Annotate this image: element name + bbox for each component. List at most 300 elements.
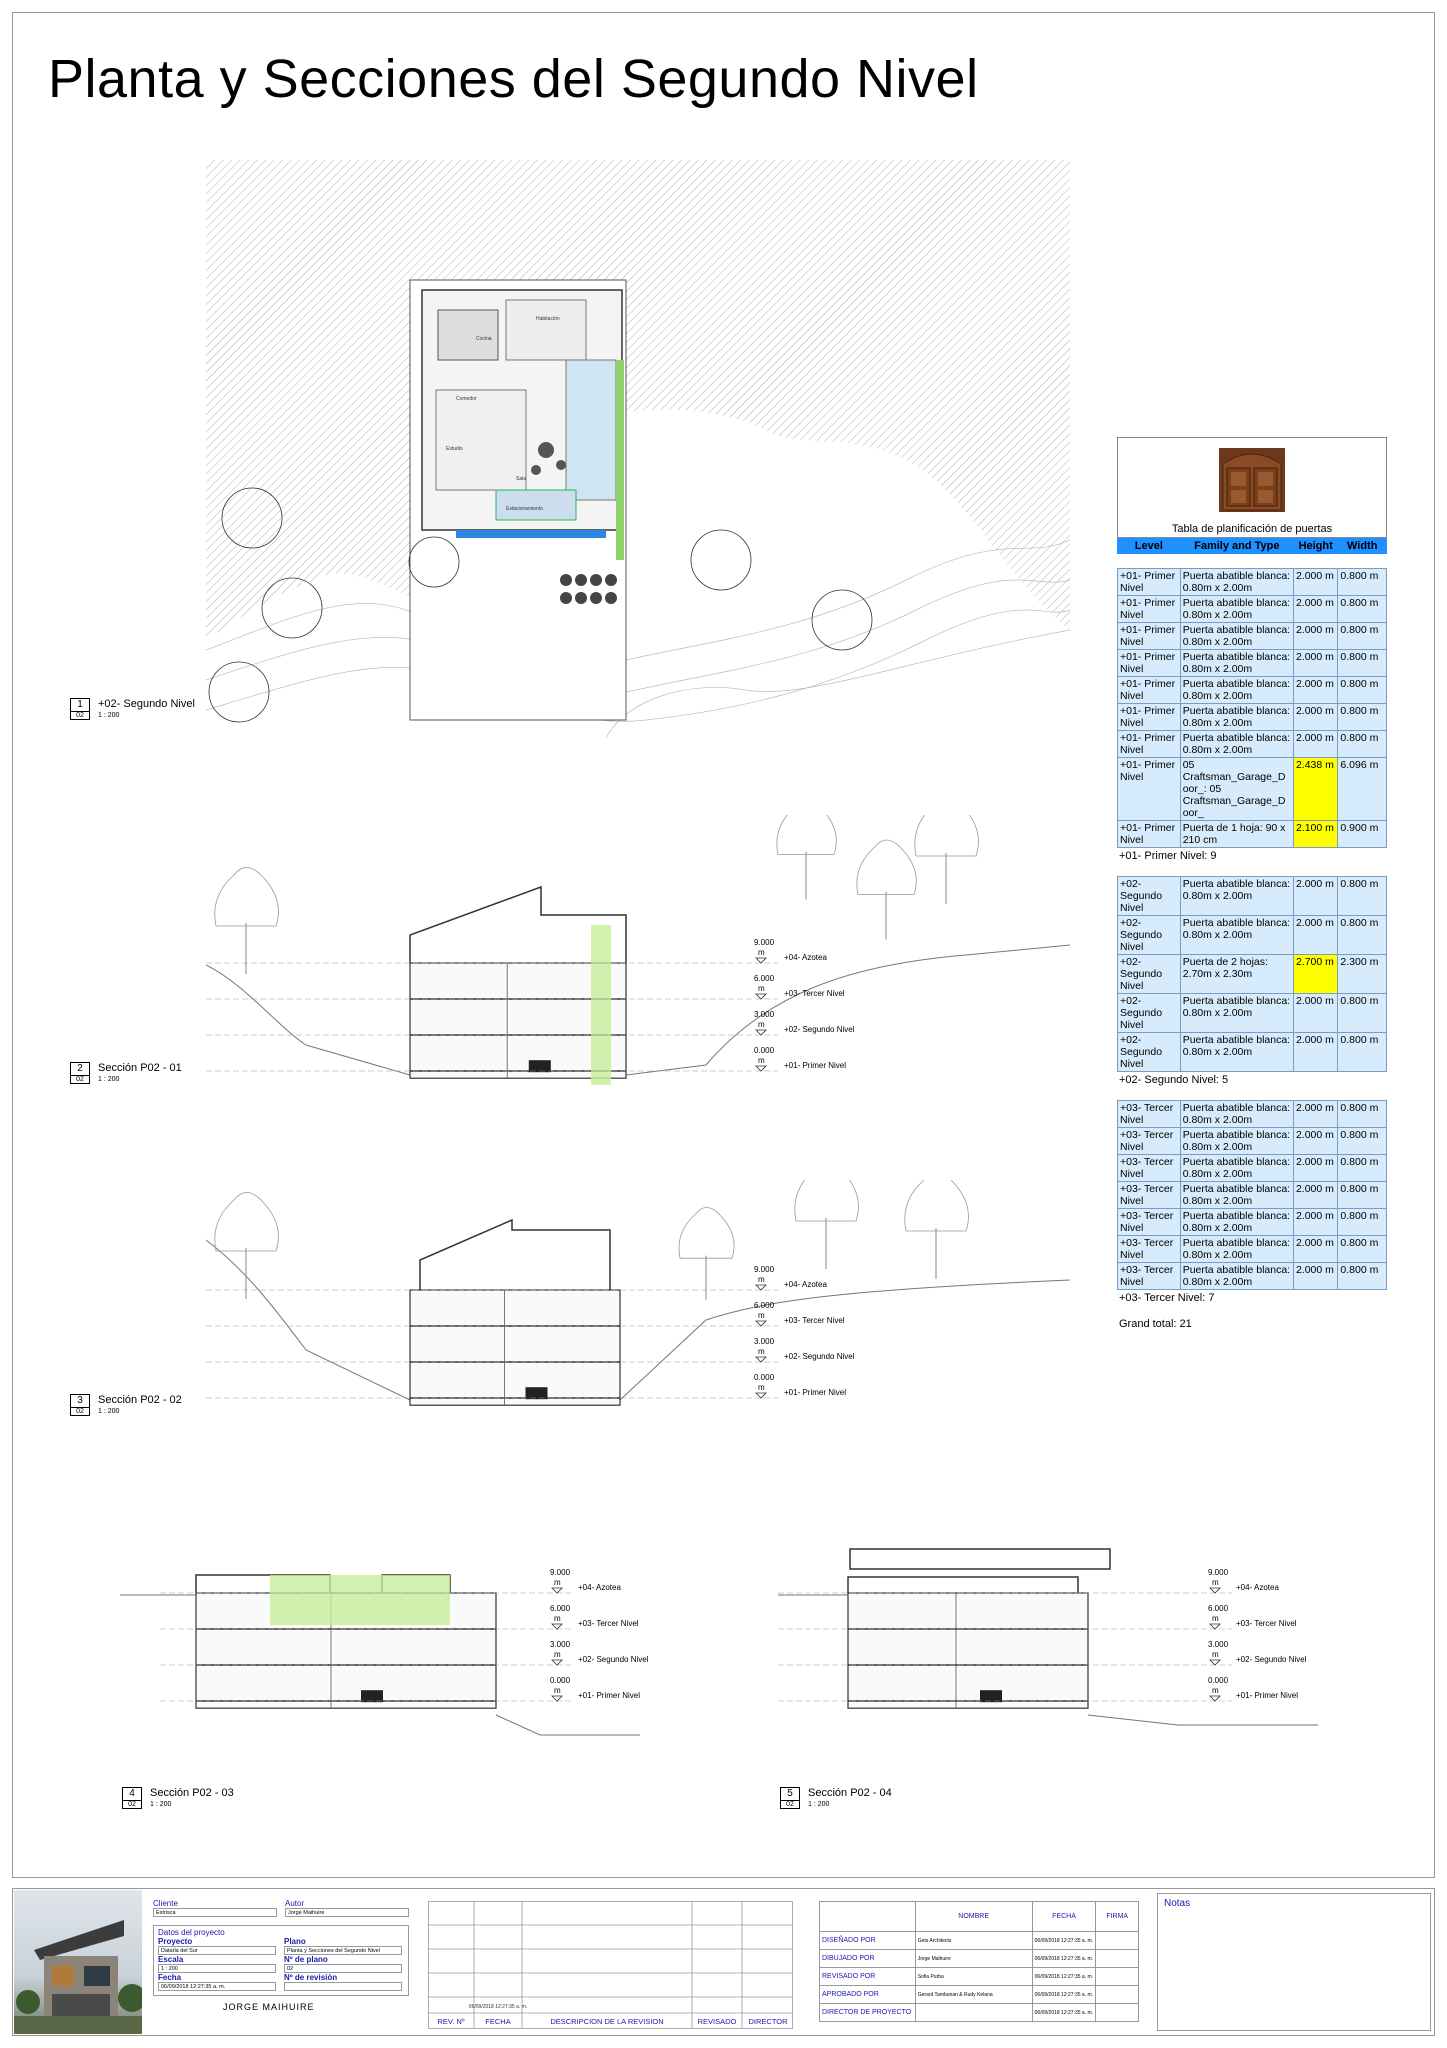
schedule-row (1118, 821, 1387, 848)
schedule-cell-height: 2.000 m (1293, 677, 1337, 704)
level-elevation: 3.000 (1208, 1640, 1229, 1649)
view-scale: 1 : 200 (808, 1801, 830, 1808)
plan-room-label: Sala (516, 476, 527, 482)
schedule-cell-type: Puerta abatible blanca: 0.80m x 2.00m (1180, 650, 1293, 677)
schedule-cell-height: 2.100 m (1293, 821, 1337, 848)
schedule-cell-width: 0.800 m (1338, 1209, 1387, 1236)
level-marker-icon (756, 1285, 766, 1290)
datos-proyecto-label: Datos del proyecto (158, 1928, 225, 1937)
view-label-5 (780, 1787, 892, 1809)
tree-outline (915, 815, 979, 856)
staff-row (820, 1932, 1139, 1950)
staff-date: 06/09/2018 12:27:35 a. m. (1032, 2004, 1096, 2022)
schedule-cell-type: Puerta abatible blanca: 0.80m x 2.00m (1180, 1209, 1293, 1236)
schedule-row (1118, 758, 1387, 821)
level-elevation: 0.000 (550, 1676, 571, 1685)
level-unit: m (758, 1383, 765, 1392)
staff-header: FIRMA (1096, 1902, 1139, 1932)
schedule-cell-width: 0.800 m (1338, 916, 1387, 955)
schedule-cell-height: 2.000 m (1293, 1209, 1337, 1236)
roof-line (420, 1220, 610, 1290)
schedule-row (1118, 1033, 1387, 1072)
notes-label: Notas (1164, 1898, 1191, 1909)
level-name: +01- Primer Nivel (784, 1061, 847, 1070)
level-name: +02- Segundo Nivel (578, 1655, 649, 1664)
level-marker-icon (756, 1357, 766, 1362)
staff-name: Gerard Tambunan & Rudy Kelana (915, 1986, 1032, 2004)
schedule-cell-height: 2.000 m (1293, 650, 1337, 677)
schedule-cell-width: 0.800 m (1338, 596, 1387, 623)
tree-outline (679, 1208, 734, 1259)
schedule-cell-type: Puerta abatible blanca: 0.80m x 2.00m (1180, 877, 1293, 916)
view-number: 2 (70, 1062, 90, 1076)
building-section (848, 1593, 1088, 1708)
level-marker-icon (552, 1624, 562, 1629)
schedule-cell-height: 2.438 m (1293, 758, 1337, 821)
schedule-cell-level: +01- Primer Nivel (1118, 677, 1181, 704)
view-sheet-number: 02 (70, 712, 90, 720)
schedule-cell-type: Puerta abatible blanca: 0.80m x 2.00m (1180, 1155, 1293, 1182)
schedule-cell-level: +03- Tercer Nivel (1118, 1236, 1181, 1263)
schedule-cell-width: 0.800 m (1338, 994, 1387, 1033)
level-unit: m (1212, 1578, 1219, 1587)
roof-line (848, 1549, 1110, 1593)
schedule-group-table (1117, 1100, 1387, 1290)
schedule-group-table (1117, 876, 1387, 1072)
level-name: +03- Tercer Nivel (784, 989, 845, 998)
schedule-cell-level: +02- Segundo Nivel (1118, 1033, 1181, 1072)
schedule-header-height: Height (1293, 539, 1337, 554)
schedule-cell-level: +01- Primer Nivel (1118, 623, 1181, 650)
project-info (153, 1899, 409, 2012)
schedule-row (1118, 1209, 1387, 1236)
schedule-row (1118, 677, 1387, 704)
title-block (12, 1888, 1435, 2036)
level-unit: m (554, 1578, 561, 1587)
level-marker-icon (552, 1588, 562, 1593)
staff-header: FECHA (1032, 1902, 1096, 1932)
level-elevation: 9.000 (550, 1568, 571, 1577)
level-marker-icon (756, 994, 766, 999)
view-scale: 1 : 200 (98, 1408, 120, 1415)
schedule-cell-type: Puerta abatible blanca: 0.80m x 2.00m (1180, 1101, 1293, 1128)
section-view-p02-03 (120, 1535, 680, 1745)
rev-header-number: REV. Nº (437, 2017, 465, 2026)
schedule-cell-type: Puerta abatible blanca: 0.80m x 2.00m (1180, 916, 1293, 955)
rev-date: 06/09/2018 12:27:35 a. m. (468, 2004, 528, 2010)
schedule-cell-level: +01- Primer Nivel (1118, 731, 1181, 758)
schedule-cell-height: 2.000 m (1293, 1128, 1337, 1155)
level-elevation: 3.000 (754, 1010, 775, 1019)
autor-label: Autor (285, 1899, 305, 1908)
view-label-4 (122, 1787, 234, 1809)
sheet-title: Planta y Secciones del Segundo Nivel (48, 49, 979, 109)
schedule-cell-width: 0.800 m (1338, 1263, 1387, 1290)
level-unit: m (554, 1614, 561, 1623)
schedule-cell-level: +03- Tercer Nivel (1118, 1263, 1181, 1290)
tree-outline (777, 815, 836, 855)
view-number: 3 (70, 1394, 90, 1408)
level-unit: m (1212, 1650, 1219, 1659)
level-unit: m (1212, 1686, 1219, 1695)
schedule-cell-width: 0.900 m (1338, 821, 1387, 848)
tree-outline (795, 1180, 859, 1221)
schedule-body (1117, 568, 1387, 1318)
schedule-cell-level: +03- Tercer Nivel (1118, 1101, 1181, 1128)
level-unit: m (758, 1020, 765, 1029)
rev-header-director: DIRECTOR (748, 2017, 788, 2026)
schedule-cell-type: Puerta abatible blanca: 0.80m x 2.00m (1180, 569, 1293, 596)
numero-plano-label: Nº de plano (284, 1955, 328, 1964)
level-name: +04- Azotea (1236, 1583, 1279, 1592)
proyecto-value: Datarla del Sur (158, 1946, 276, 1955)
staff-signature (1096, 1986, 1139, 2004)
view-sheet-number: 02 (122, 1801, 142, 1809)
plan-room-label: Estudio (446, 446, 463, 452)
level-name: +04- Azotea (578, 1583, 621, 1592)
level-elevation: 0.000 (1208, 1676, 1229, 1685)
floor-plan-view (206, 160, 1070, 738)
green-wall (270, 1575, 450, 1625)
staff-name: Sofia Purba (915, 1968, 1032, 1986)
level-elevation: 9.000 (754, 1265, 775, 1274)
schedule-cell-type: Puerta abatible blanca: 0.80m x 2.00m (1180, 623, 1293, 650)
staff-role: DIBUJADO POR (820, 1950, 916, 1968)
level-unit: m (554, 1686, 561, 1695)
schedule-cell-type: Puerta abatible blanca: 0.80m x 2.00m (1180, 704, 1293, 731)
schedule-cell-level: +01- Primer Nivel (1118, 569, 1181, 596)
car-icon (980, 1690, 1002, 1702)
view-sheet-number: 02 (70, 1408, 90, 1416)
tree-outline (215, 868, 279, 927)
author-logo: JORGE MAIHUIRE (223, 2002, 315, 2012)
schedule-cell-level: +02- Segundo Nivel (1118, 955, 1181, 994)
schedule-cell-level: +03- Tercer Nivel (1118, 1182, 1181, 1209)
schedule-cell-width: 0.800 m (1338, 1101, 1387, 1128)
schedule-cell-width: 0.800 m (1338, 1236, 1387, 1263)
schedule-cell-height: 2.000 m (1293, 1182, 1337, 1209)
staff-header: NOMBRE (915, 1902, 1032, 1932)
level-name: +02- Segundo Nivel (1236, 1655, 1307, 1664)
level-name: +01- Primer Nivel (784, 1388, 847, 1397)
schedule-cell-type: Puerta abatible blanca: 0.80m x 2.00m (1180, 1128, 1293, 1155)
schedule-cell-width: 0.800 m (1338, 704, 1387, 731)
level-name: +03- Tercer Nivel (784, 1316, 845, 1325)
staff-signature (1096, 1950, 1139, 1968)
schedule-caption: Tabla de planificación de puertas (1117, 519, 1387, 538)
level-marker-icon (1210, 1588, 1220, 1593)
level-marker-icon (552, 1696, 562, 1701)
fecha-label: Fecha (158, 1973, 182, 1982)
level-name: +03- Tercer Nivel (578, 1619, 639, 1628)
cliente-label: Cliente (153, 1899, 178, 1908)
schedule-row (1118, 1182, 1387, 1209)
numero-plano-value: 02 (284, 1964, 402, 1973)
schedule-cell-height: 2.000 m (1293, 731, 1337, 758)
schedule-cell-height: 2.000 m (1293, 569, 1337, 596)
schedule-cell-height: 2.000 m (1293, 623, 1337, 650)
schedule-row (1118, 731, 1387, 758)
schedule-cell-height: 2.000 m (1293, 916, 1337, 955)
view-scale: 1 : 200 (98, 1076, 120, 1083)
schedule-cell-type: Puerta abatible blanca: 0.80m x 2.00m (1180, 1263, 1293, 1290)
staff-row (820, 1986, 1139, 2004)
schedule-cell-height: 2.000 m (1293, 1033, 1337, 1072)
schedule-cell-level: +01- Primer Nivel (1118, 596, 1181, 623)
schedule-cell-height: 2.700 m (1293, 955, 1337, 994)
view-name: Sección P02 - 04 (808, 1787, 892, 1799)
level-marker-icon (1210, 1696, 1220, 1701)
view-name: Sección P02 - 02 (98, 1394, 182, 1406)
schedule-cell-height: 2.000 m (1293, 1263, 1337, 1290)
door-photo (1117, 437, 1387, 519)
level-unit: m (758, 984, 765, 993)
schedule-cell-width: 0.800 m (1338, 731, 1387, 758)
level-elevation: 0.000 (754, 1046, 775, 1055)
section-view-p02-02 (206, 1180, 1070, 1410)
door-image-icon (1217, 444, 1287, 514)
level-elevation: 9.000 (754, 938, 775, 947)
view-label-2 (70, 1062, 182, 1084)
numero-revision-value (284, 1982, 402, 1991)
staff-role: REVISADO POR (820, 1968, 916, 1986)
staff-header-row (820, 1902, 1139, 1932)
schedule-cell-type: Puerta abatible blanca: 0.80m x 2.00m (1180, 596, 1293, 623)
staff-name: Jorge Maihuire (915, 1950, 1032, 1968)
schedule-row (1118, 569, 1387, 596)
rev-header-date: FECHA (485, 2017, 511, 2026)
plano-label: Plano (284, 1937, 306, 1946)
schedule-cell-width: 0.800 m (1338, 650, 1387, 677)
staff-date: 06/09/2018 12:27:35 a. m. (1032, 1950, 1096, 1968)
schedule-cell-level: +01- Primer Nivel (1118, 821, 1181, 848)
staff-table (819, 1901, 1139, 2029)
level-elevation: 6.000 (550, 1604, 571, 1613)
schedule-row (1118, 994, 1387, 1033)
view-label-3 (70, 1394, 182, 1416)
view-scale: 1 : 200 (150, 1801, 172, 1808)
schedule-cell-type: Puerta abatible blanca: 0.80m x 2.00m (1180, 1182, 1293, 1209)
staff-row (820, 2004, 1139, 2022)
schedule-row (1118, 623, 1387, 650)
level-unit: m (758, 1275, 765, 1284)
schedule-grand-total: Grand total: 21 (1119, 1318, 1192, 1330)
level-marker-icon (756, 1321, 766, 1326)
escala-label: Escala (158, 1955, 184, 1964)
tree-outline (215, 1193, 279, 1252)
plano-value: Planta y Secciones del Segundo Nivel (284, 1946, 402, 1955)
level-name: +04- Azotea (784, 1280, 827, 1289)
schedule-header-width: Width (1338, 539, 1387, 554)
view-number: 1 (70, 698, 90, 712)
schedule-cell-type: Puerta abatible blanca: 0.80m x 2.00m (1180, 994, 1293, 1033)
autor-value: Jorge Maihuire (285, 1908, 409, 1917)
view-sheet-number: 02 (70, 1076, 90, 1084)
schedule-cell-level: +02- Segundo Nivel (1118, 994, 1181, 1033)
staff-signature (1096, 1932, 1139, 1950)
schedule-cell-type: Puerta abatible blanca: 0.80m x 2.00m (1180, 1033, 1293, 1072)
staff-signature (1096, 2004, 1139, 2022)
schedule-cell-width: 0.800 m (1338, 677, 1387, 704)
level-name: +01- Primer Nivel (578, 1691, 641, 1700)
schedule-cell-type: Puerta de 2 hojas: 2.70m x 2.30m (1180, 955, 1293, 994)
schedule-group-total: +01- Primer Nivel: 9 (1119, 850, 1217, 862)
schedule-row (1118, 916, 1387, 955)
schedule-group-total: +02- Segundo Nivel: 5 (1119, 1074, 1229, 1086)
schedule-row (1118, 596, 1387, 623)
schedule-cell-level: +01- Primer Nivel (1118, 704, 1181, 731)
level-unit: m (554, 1650, 561, 1659)
schedule-row (1118, 1263, 1387, 1290)
schedule-cell-level: +01- Primer Nivel (1118, 650, 1181, 677)
staff-date: 06/09/2018 12:27:35 a. m. (1032, 1968, 1096, 1986)
level-elevation: 3.000 (550, 1640, 571, 1649)
level-elevation: 6.000 (754, 974, 775, 983)
schedule-header-table (1117, 538, 1387, 554)
schedule-cell-height: 2.000 m (1293, 596, 1337, 623)
level-unit: m (1212, 1614, 1219, 1623)
schedule-cell-height: 2.000 m (1293, 704, 1337, 731)
project-render-thumbnail (14, 1890, 142, 2034)
level-unit: m (758, 1347, 765, 1356)
level-marker-icon (756, 958, 766, 963)
schedule-group-table (1117, 568, 1387, 848)
level-marker-icon (756, 1393, 766, 1398)
schedule-row (1118, 1101, 1387, 1128)
escala-value: 1 : 200 (158, 1964, 276, 1973)
staff-role: DIRECTOR DE PROYECTO (820, 2004, 916, 2022)
notes-box (1157, 1893, 1431, 2031)
view-name: Sección P02 - 01 (98, 1062, 182, 1074)
proyecto-label: Proyecto (158, 1937, 193, 1946)
staff-row (820, 1968, 1139, 1986)
staff-role: APROBADO POR (820, 1986, 916, 2004)
schedule-cell-height: 2.000 m (1293, 994, 1337, 1033)
staff-name: Gets Architects (915, 1932, 1032, 1950)
view-name: Sección P02 - 03 (150, 1787, 234, 1799)
schedule-cell-level: +03- Tercer Nivel (1118, 1209, 1181, 1236)
schedule-cell-width: 0.800 m (1338, 623, 1387, 650)
schedule-header-level: Level (1118, 539, 1181, 554)
schedule-cell-type: Puerta abatible blanca: 0.80m x 2.00m (1180, 677, 1293, 704)
terrain-line (206, 945, 1070, 1075)
rev-header-description: DESCRIPCION DE LA REVISION (550, 2017, 664, 2026)
level-marker-icon (552, 1660, 562, 1665)
level-elevation: 3.000 (754, 1337, 775, 1346)
view-name: +02- Segundo Nivel (98, 698, 195, 710)
schedule-row (1118, 955, 1387, 994)
schedule-cell-width: 0.800 m (1338, 1128, 1387, 1155)
schedule-row (1118, 650, 1387, 677)
level-unit: m (758, 948, 765, 957)
car-icon (361, 1690, 383, 1702)
staff-name (915, 2004, 1032, 2022)
schedule-row (1118, 1236, 1387, 1263)
schedule-group-total: +03- Tercer Nivel: 7 (1119, 1292, 1215, 1304)
schedule-cell-height: 2.000 m (1293, 1236, 1337, 1263)
plan-room-label: Estacionamiento (506, 506, 543, 512)
plan-room-label: Cocina (476, 336, 492, 342)
terrain-line (206, 1240, 1070, 1400)
schedule-cell-level: +02- Segundo Nivel (1118, 877, 1181, 916)
schedule-cell-width: 0.800 m (1338, 569, 1387, 596)
schedule-cell-type: Puerta de 1 hoja: 90 x 210 cm (1180, 821, 1293, 848)
schedule-cell-width: 6.096 m (1338, 758, 1387, 821)
door-schedule (1117, 437, 1387, 1330)
level-name: +02- Segundo Nivel (784, 1025, 855, 1034)
schedule-cell-width: 0.800 m (1338, 1155, 1387, 1182)
schedule-cell-width: 0.800 m (1338, 1033, 1387, 1072)
schedule-cell-width: 2.300 m (1338, 955, 1387, 994)
level-marker-icon (1210, 1624, 1220, 1629)
schedule-row (1118, 1155, 1387, 1182)
level-elevation: 6.000 (1208, 1604, 1229, 1613)
view-number: 5 (780, 1787, 800, 1801)
staff-signature (1096, 1968, 1139, 1986)
plan-room-label: Habitación (536, 316, 560, 322)
car-icon (529, 1060, 551, 1072)
level-name: +01- Primer Nivel (1236, 1691, 1299, 1700)
schedule-cell-level: +03- Tercer Nivel (1118, 1155, 1181, 1182)
fecha-value: 06/09/2018 12:27:35 a. m. (158, 1982, 276, 1991)
cliente-value: Estrisca (153, 1908, 277, 1917)
schedule-header-type: Family and Type (1180, 539, 1293, 554)
section-view-p02-04 (778, 1535, 1338, 1745)
schedule-row (1118, 1128, 1387, 1155)
staff-date: 06/09/2018 12:27:35 a. m. (1032, 1986, 1096, 2004)
view-label-1 (70, 698, 195, 720)
tree-outline (857, 840, 916, 895)
view-number: 4 (122, 1787, 142, 1801)
schedule-cell-height: 2.000 m (1293, 1155, 1337, 1182)
view-scale: 1 : 200 (98, 712, 120, 719)
level-elevation: 6.000 (754, 1301, 775, 1310)
staff-date: 06/09/2018 12:27:35 a. m. (1032, 1932, 1096, 1950)
schedule-row (1118, 704, 1387, 731)
green-wall (591, 925, 611, 1085)
schedule-cell-width: 0.800 m (1338, 877, 1387, 916)
level-marker-icon (756, 1066, 766, 1071)
staff-row (820, 1950, 1139, 1968)
level-unit: m (758, 1056, 765, 1065)
staff-role: DISEÑADO POR (820, 1932, 916, 1950)
building-section (410, 1290, 620, 1405)
schedule-cell-level: +03- Tercer Nivel (1118, 1128, 1181, 1155)
schedule-cell-level: +02- Segundo Nivel (1118, 916, 1181, 955)
schedule-cell-type: 05 Craftsman_Garage_D oor_: 05 Craftsman_Garage_D oor_ (1180, 758, 1293, 821)
schedule-cell-level: +01- Primer Nivel (1118, 758, 1181, 821)
section-view-p02-01 (206, 815, 1070, 1085)
car-icon (526, 1387, 548, 1399)
schedule-cell-width: 0.800 m (1338, 1182, 1387, 1209)
revision-table (428, 1901, 793, 2029)
level-name: +03- Tercer Nivel (1236, 1619, 1297, 1628)
schedule-row (1118, 877, 1387, 916)
level-elevation: 0.000 (754, 1373, 775, 1382)
schedule-cell-type: Puerta abatible blanca: 0.80m x 2.00m (1180, 731, 1293, 758)
level-elevation: 9.000 (1208, 1568, 1229, 1577)
numero-revision-label: Nº de revisión (284, 1973, 338, 1982)
plan-room-label: Comedor (456, 396, 477, 402)
schedule-cell-height: 2.000 m (1293, 877, 1337, 916)
level-name: +02- Segundo Nivel (784, 1352, 855, 1361)
view-sheet-number: 02 (780, 1801, 800, 1809)
level-marker-icon (756, 1030, 766, 1035)
schedule-cell-height: 2.000 m (1293, 1101, 1337, 1128)
tree-outline (905, 1180, 969, 1231)
schedule-cell-type: Puerta abatible blanca: 0.80m x 2.00m (1180, 1236, 1293, 1263)
level-marker-icon (1210, 1660, 1220, 1665)
